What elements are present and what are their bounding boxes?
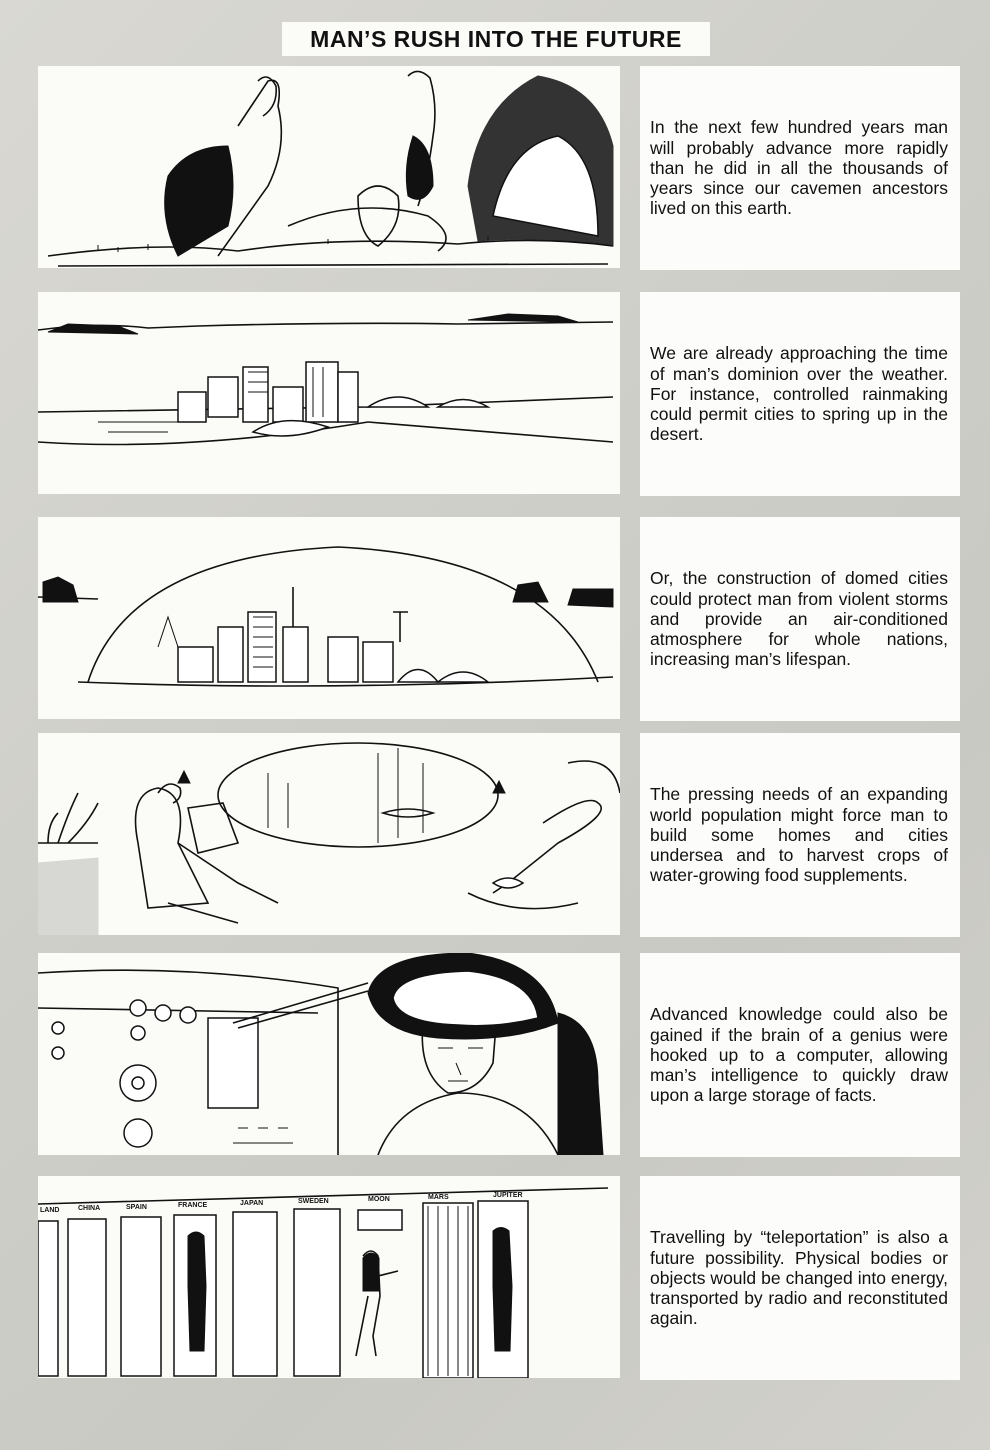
domed-city-drawing	[38, 517, 620, 719]
cavemen-drawing	[38, 66, 620, 268]
page-title: MAN’S RUSH INTO THE FUTURE	[310, 25, 682, 52]
teleport-label-china: CHINA	[78, 1205, 101, 1212]
teleport-label-sweden: SWEDEN	[298, 1198, 329, 1205]
teleportation-drawing	[38, 1176, 620, 1378]
teleport-label-japan: JAPAN	[240, 1200, 264, 1207]
teleport-label-jupiter: JUPITER	[493, 1192, 523, 1199]
teleport-label-land: LAND	[40, 1207, 60, 1214]
illustration-cavemen	[38, 66, 620, 268]
illustration-domed-city	[38, 517, 620, 719]
caption-text: In the next few hundred years man will probably advance more rapidly than he did in all the thousands of years since our cavemen ancestors lived on this earth.	[650, 117, 948, 219]
teleport-label-moon: MOON	[368, 1196, 390, 1203]
caption-text: The pressing needs of an expanding world population might force man to build some homes and cities undersea and to harvest crops of water-growing food supplements.	[650, 784, 948, 886]
teleport-label-mars: MARS	[428, 1194, 449, 1201]
caption-text: Travelling by “teleportation” is also a future possibility. Physical bodies or objects would be changed into energy, transported by radio and reconstituted again.	[650, 1227, 948, 1329]
caption-brain-computer	[640, 953, 960, 1157]
caption-text: Or, the construction of domed cities could protect man from violent storms and provide an air-conditioned atmosphere for whole nations, increasing man’s lifespan.	[650, 568, 948, 670]
caption-undersea-home	[640, 733, 960, 937]
illustration-teleportation	[38, 1176, 620, 1378]
caption-teleportation	[640, 1176, 960, 1380]
brain-computer-drawing	[38, 953, 620, 1155]
illustration-desert-city	[38, 292, 620, 494]
caption-text: Advanced knowledge could also be gained if the brain of a genius were hooked up to a computer, allowing man’s intelligence to quickly draw upon a large storage of facts.	[650, 1004, 948, 1106]
undersea-home-drawing	[38, 733, 620, 935]
caption-text: We are already approaching the time of man’s dominion over the weather. For instance, controlled rainmaking could permit cities to spring up in the desert.	[650, 343, 948, 445]
desert-city-drawing	[38, 292, 620, 494]
title-banner	[282, 22, 710, 56]
caption-domed-city	[640, 517, 960, 721]
caption-cavemen	[640, 66, 960, 270]
caption-desert-city	[640, 292, 960, 496]
illustration-brain-computer	[38, 953, 620, 1155]
teleport-label-france: FRANCE	[178, 1202, 208, 1209]
teleport-label-spain: SPAIN	[126, 1204, 147, 1211]
illustration-undersea-home	[38, 733, 620, 935]
